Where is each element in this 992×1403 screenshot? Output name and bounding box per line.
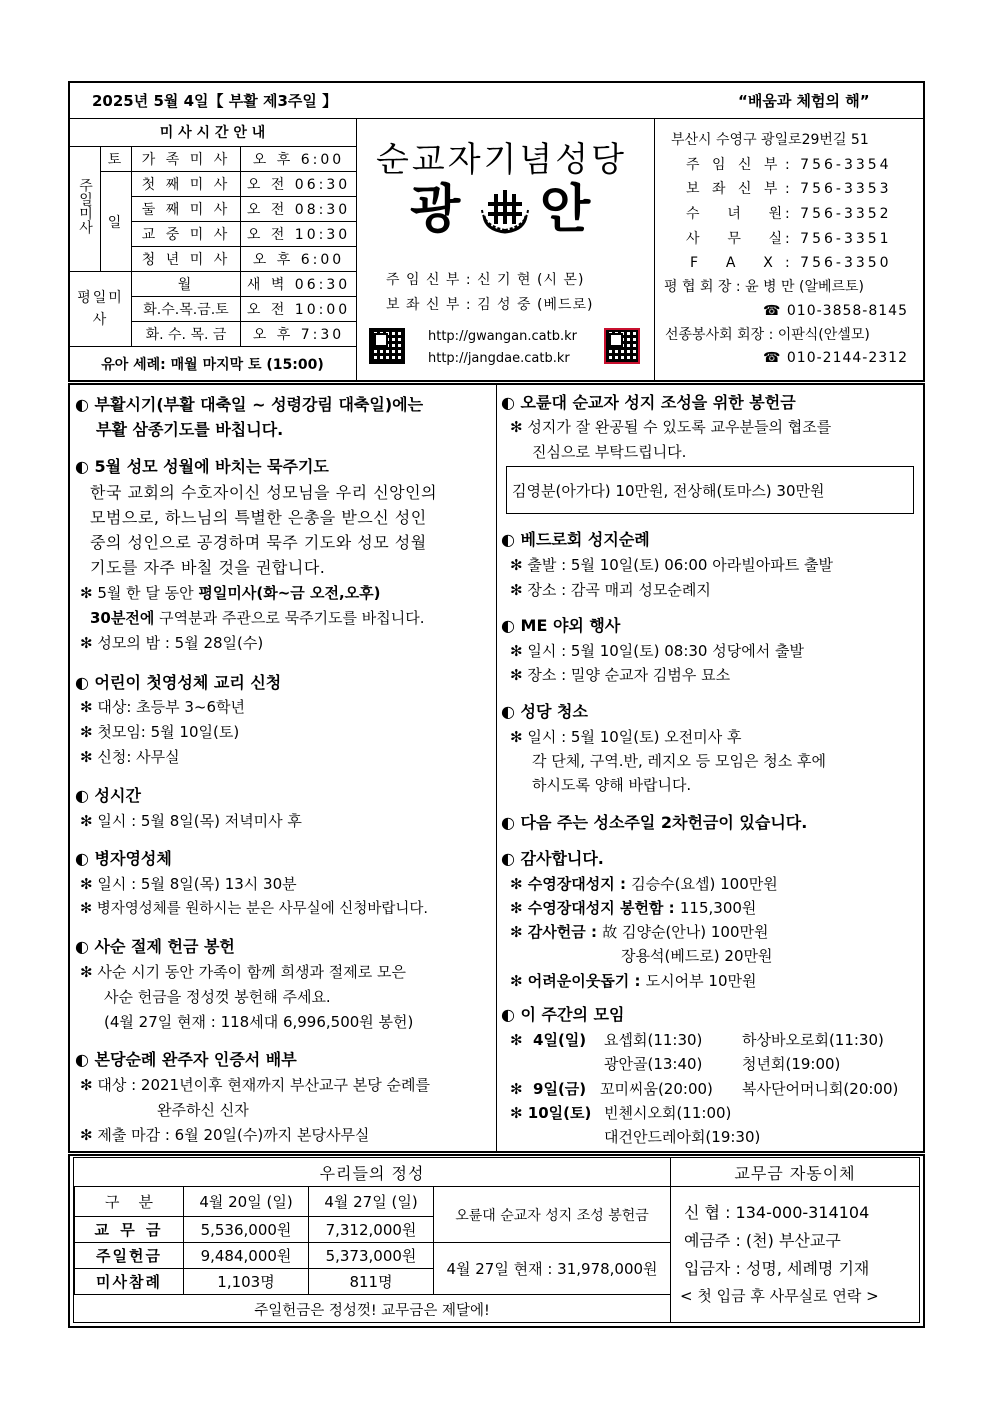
mass-time: 오 전 10:30 xyxy=(241,222,357,247)
column-divider xyxy=(496,384,497,1152)
bullet-line xyxy=(80,583,381,603)
table-cell: 1,103명 xyxy=(184,1269,309,1295)
saturday-label: 토 xyxy=(101,147,132,172)
contact-phone: : 756-3353 xyxy=(785,181,892,197)
volunteer-president: 선종봉사회 회장 : 이판식(안셀모) xyxy=(665,327,870,343)
parish-name-right: 안 xyxy=(540,180,591,240)
bullet-line: ✻ 장소 : 밀양 순교자 김범우 묘소 xyxy=(510,666,731,684)
website-link-jangdae[interactable]: http://jangdae.catb.kr xyxy=(428,351,570,366)
volunteer-phone: ☎ 010-2144-2312 xyxy=(763,350,908,366)
meeting-item: 광안골(13:40) xyxy=(604,1055,703,1073)
table-cell: 7,312,000원 xyxy=(309,1217,434,1243)
bullet-line xyxy=(510,874,778,894)
contact-label: F A X xyxy=(690,255,775,271)
header-divider xyxy=(69,118,924,119)
weekday-mass-name: 화.수.목.금.토 xyxy=(132,297,241,322)
finance-title: 우리들의 정성 xyxy=(319,1163,425,1183)
bullet-line: ✻ 대상: 초등부 3~6학년 xyxy=(80,698,246,716)
meeting-item: 대건안드레아회(19:30) xyxy=(604,1128,761,1146)
bullet-line: ✻ 대상 : 2021년이후 현재까지 부산교구 본당 순례를 xyxy=(80,1076,430,1094)
text: 115,300원 xyxy=(679,899,757,917)
text: ✻ 5월 한 달 동안 xyxy=(80,584,199,602)
section-title: ◐ ME 야외 행사 xyxy=(501,616,621,635)
text-bold: ✻ 어려운이웃돕기 : xyxy=(510,972,646,990)
bullet-line: 완주하신 신자 xyxy=(157,1101,249,1119)
section-title: ◐ 본당순례 완주자 인증서 배부 xyxy=(75,1050,297,1069)
column-header: 4월 20일 (일) xyxy=(184,1187,309,1217)
section-title: ◐ 베드로회 성지순례 xyxy=(501,530,650,549)
section-title: ◐ 어린이 첫영성체 교리 신청 xyxy=(75,673,282,692)
weekday-mass-label: 평일미사 xyxy=(70,272,132,347)
paragraph-line: 중의 성인으로 공경하며 묵주 기도와 성모 성월 xyxy=(90,533,427,552)
bullet-line xyxy=(90,608,425,628)
cross-emblem-icon xyxy=(478,186,532,236)
weekday-mass-time: 오 전 10:00 xyxy=(241,297,357,322)
phone-number: 756-3353 xyxy=(800,181,892,197)
text-bold: 30분전에 xyxy=(90,609,155,627)
meeting-day: ✻ 4일(일) xyxy=(510,1031,587,1049)
phone-number: 756-3351 xyxy=(800,231,892,247)
row-label: 주일헌금 xyxy=(75,1243,184,1269)
auto-transfer-holder: 예금주 : (천) 부산교구 xyxy=(684,1231,841,1250)
meeting-item: 요셉회(11:30) xyxy=(604,1031,703,1049)
auto-transfer-depositor: 입금자 : 성명, 세례명 기재 xyxy=(684,1259,870,1278)
bullet-line: ✻ 신청: 사무실 xyxy=(80,748,180,766)
column-header: 구 분 xyxy=(75,1187,184,1217)
address: 부산시 수영구 광일로29번길 51 xyxy=(671,132,869,148)
qr-code-icon[interactable] xyxy=(369,328,405,364)
meeting-item: 꼬미씨움(20:00) xyxy=(600,1080,713,1098)
meeting-day: ✻ 10일(토) xyxy=(510,1104,592,1122)
meeting-day: ✻ 9일(금) xyxy=(510,1080,587,1098)
bullet-line: 장용석(베드로) 20만원 xyxy=(621,947,773,965)
parish-subtitle: 순교자기념성당 xyxy=(376,140,627,180)
contact-label: 수 녀 원 xyxy=(686,206,785,222)
bullet-line xyxy=(510,971,756,991)
paragraph-line: 모범으로, 하느님의 특별한 은총을 받으신 성인 xyxy=(90,508,427,527)
sunday-label: 일 xyxy=(101,172,132,272)
section-title: ◐ 병자영성체 xyxy=(75,849,172,868)
bullet-line: ✻ 일시 : 5월 8일(목) 13시 30분 xyxy=(80,875,297,893)
table-cell: 5,373,000원 xyxy=(309,1243,434,1269)
sunday-mass-label: 주일미사 xyxy=(70,147,101,272)
council-president: 평 협 회 장 : 윤 병 만 (알베르토) xyxy=(664,279,865,295)
mass-name: 교 중 미 사 xyxy=(132,222,241,247)
phone-number: 756-3350 xyxy=(800,255,892,271)
paragraph-line: 기도를 자주 바칠 것을 권합니다. xyxy=(90,558,326,577)
bullet-line: ✻ 첫모임: 5월 10일(토) xyxy=(80,723,240,741)
bullet-line xyxy=(510,922,769,942)
fund-value: 4월 27일 현재 : 31,978,000원 xyxy=(434,1243,671,1295)
bullet-line: ✻ 제출 마감 : 6월 20일(수)까지 본당사무실 xyxy=(80,1126,370,1144)
year-motto: “배움과 체험의 해” xyxy=(738,92,870,110)
text-bold: ✻ 감사헌금 : xyxy=(510,923,603,941)
council-phone: ☎ 010-3858-8145 xyxy=(763,303,908,319)
section-title: ◐ 부활시기(부활 대축일 ~ 성령강림 대축일)에는 xyxy=(75,395,424,414)
row-label: 교 무 금 xyxy=(75,1217,184,1243)
mass-time: 오 전 06:30 xyxy=(241,172,357,197)
contact-label: 보 좌 신 부 xyxy=(686,181,782,197)
paragraph-line: 한국 교회의 수호자이신 성모님을 우리 신앙인의 xyxy=(90,483,438,502)
meeting-item: 빈첸시오회(11:00) xyxy=(604,1104,732,1122)
mass-name: 둘 째 미 사 xyxy=(132,197,241,222)
text: 구역분과 주관으로 묵주기도를 바칩니다. xyxy=(154,609,425,627)
column-header: 4월 27일 (일) xyxy=(309,1187,434,1217)
table-cell: 811명 xyxy=(309,1269,434,1295)
text: 김승수(요셉) 100만원 xyxy=(631,875,778,893)
parish-name-left: 광 xyxy=(410,180,461,240)
phone-number: 756-3354 xyxy=(800,157,892,173)
assistant-priest-name: 보 좌 신 부 : 김 성 중 (베드로) xyxy=(386,297,594,313)
contact-phone: : 756-3350 xyxy=(785,255,892,271)
weekday-mass-time: 오 후 7:30 xyxy=(241,322,357,347)
bullet-line: ✻ 사순 시기 동안 가족이 함께 희생과 절제로 모은 xyxy=(80,963,407,981)
contact-phone: : 756-3354 xyxy=(785,157,892,173)
website-link-gwangan[interactable]: http://gwangan.catb.kr xyxy=(428,329,577,344)
offering-table xyxy=(74,1186,671,1295)
mass-time: 오 후 6:00 xyxy=(241,247,357,272)
text-bold: ✻ 수영장대성지 봉헌함 : xyxy=(510,899,680,917)
section-title: 부활 삼종기도를 바칩니다. xyxy=(96,420,284,439)
bullet-line: 각 단체, 구역.반, 레지오 등 모임은 청소 후에 xyxy=(532,752,827,770)
bullet-line: 사순 헌금을 정성껏 봉헌해 주세요. xyxy=(104,988,331,1006)
section-title: ◐ 오륜대 순교자 성지 조성을 위한 봉헌금 xyxy=(501,393,796,412)
pastor-name: 주 임 신 부 : 신 기 현 (시 몬) xyxy=(386,272,585,288)
contact-label: 사 무 실 xyxy=(686,231,785,247)
weekday-mass-name: 월 xyxy=(132,272,241,297)
auto-transfer-title: 교무금 자동이체 xyxy=(734,1163,856,1183)
meeting-item: 하상바오로회(11:30) xyxy=(742,1031,884,1049)
issue-date: 2025년 5월 4일【 부활 제3주일 】 xyxy=(92,92,338,110)
mass-name: 청 년 미 사 xyxy=(132,247,241,272)
table-cell: 5,536,000원 xyxy=(184,1217,309,1243)
auto-transfer-account: 신 협 : 134-000-314104 xyxy=(684,1203,870,1222)
bullet-line: ✻ 성지가 잘 완공될 수 있도록 교우분들의 협조를 xyxy=(510,418,832,436)
mass-name: 첫 째 미 사 xyxy=(132,172,241,197)
finance-footer: 주일헌금은 정성껏! 교무금은 제달에! xyxy=(254,1302,490,1319)
bullet-line: ✻ 출발 : 5월 10일(토) 06:00 아라빌아파트 출발 xyxy=(510,556,833,574)
section-title: ◐ 다음 주는 성소주일 2차헌금이 있습니다. xyxy=(501,813,808,832)
mass-schedule-table xyxy=(69,146,357,347)
section-title: ◐ 성시간 xyxy=(75,786,141,805)
mass-name: 가 족 미 사 xyxy=(132,147,241,172)
text-bold: ✻ 수영장대성지 : xyxy=(510,875,632,893)
contact-phone: : 756-3352 xyxy=(785,206,892,222)
mass-time: 오 후 6:00 xyxy=(241,147,357,172)
phone-number: 756-3352 xyxy=(800,206,892,222)
bullet-line: 하시도록 양해 바랍니다. xyxy=(532,776,692,794)
bullet-line: ✻ 일시 : 5월 10일(토) 08:30 성당에서 출발 xyxy=(510,642,804,660)
bullet-line xyxy=(510,898,756,918)
auto-transfer-note: < 첫 입금 후 사무실로 연락 > xyxy=(680,1287,879,1305)
bullet-line: ✻ 장소 : 감곡 매괴 성모순례지 xyxy=(510,581,711,599)
mass-time: 오 전 08:30 xyxy=(241,197,357,222)
meeting-item: 청년회(19:00) xyxy=(742,1055,841,1073)
contact-label: 주 임 신 부 xyxy=(686,157,782,173)
bullet-line: (4월 27일 현재 : 118세대 6,996,500원 봉헌) xyxy=(104,1013,414,1031)
qr-code-icon[interactable] xyxy=(604,328,640,364)
table-cell: 9,484,000원 xyxy=(184,1243,309,1269)
meeting-item: 복사단어머니회(20:00) xyxy=(742,1080,899,1098)
contacts-left-border xyxy=(654,118,655,380)
text-bold: 평일미사(화~금 오전,오후) xyxy=(198,584,381,602)
text: 도시어부 10만원 xyxy=(645,972,757,990)
row-label: 미사참례 xyxy=(75,1269,184,1295)
weekday-mass-name: 화. 수. 목. 금 xyxy=(132,322,241,347)
bullet-line: ✻ 성모의 밤 : 5월 28일(수) xyxy=(80,634,264,652)
section-title: ◐ 감사합니다. xyxy=(501,849,604,868)
contact-phone: : 756-3351 xyxy=(785,231,892,247)
bullet-line: ✻ 일시 : 5월 10일(토) 오전미사 후 xyxy=(510,728,742,746)
infant-baptism-note: 유아 세례: 매월 마지막 토 (15:00) xyxy=(101,357,324,373)
section-title: ◐ 성당 청소 xyxy=(501,702,588,721)
bullet-line: 진심으로 부탁드립니다. xyxy=(532,443,687,461)
mass-schedule-title: 미 사 시 간 안 내 xyxy=(159,125,266,141)
section-title: ◐ 사순 절제 헌금 봉헌 xyxy=(75,937,235,956)
donor-list: 김영분(아가다) 10만원, 전상해(토마스) 30만원 xyxy=(512,482,825,500)
section-title: ◐ 5월 성모 성월에 바치는 묵주기도 xyxy=(75,457,329,476)
text: 故 김양순(안나) 100만원 xyxy=(602,923,769,941)
weekday-mass-time: 새 벽 06:30 xyxy=(241,272,357,297)
bullet-line: ✻ 일시 : 5월 8일(목) 저녁미사 후 xyxy=(80,812,302,830)
section-title: ◐ 이 주간의 모임 xyxy=(501,1005,625,1024)
bullet-line: ✻ 병자영성체를 원하시는 분은 사무실에 신청바랍니다. xyxy=(80,901,428,917)
fund-title: 오륜대 순교자 성지 조성 봉헌금 xyxy=(434,1187,671,1243)
